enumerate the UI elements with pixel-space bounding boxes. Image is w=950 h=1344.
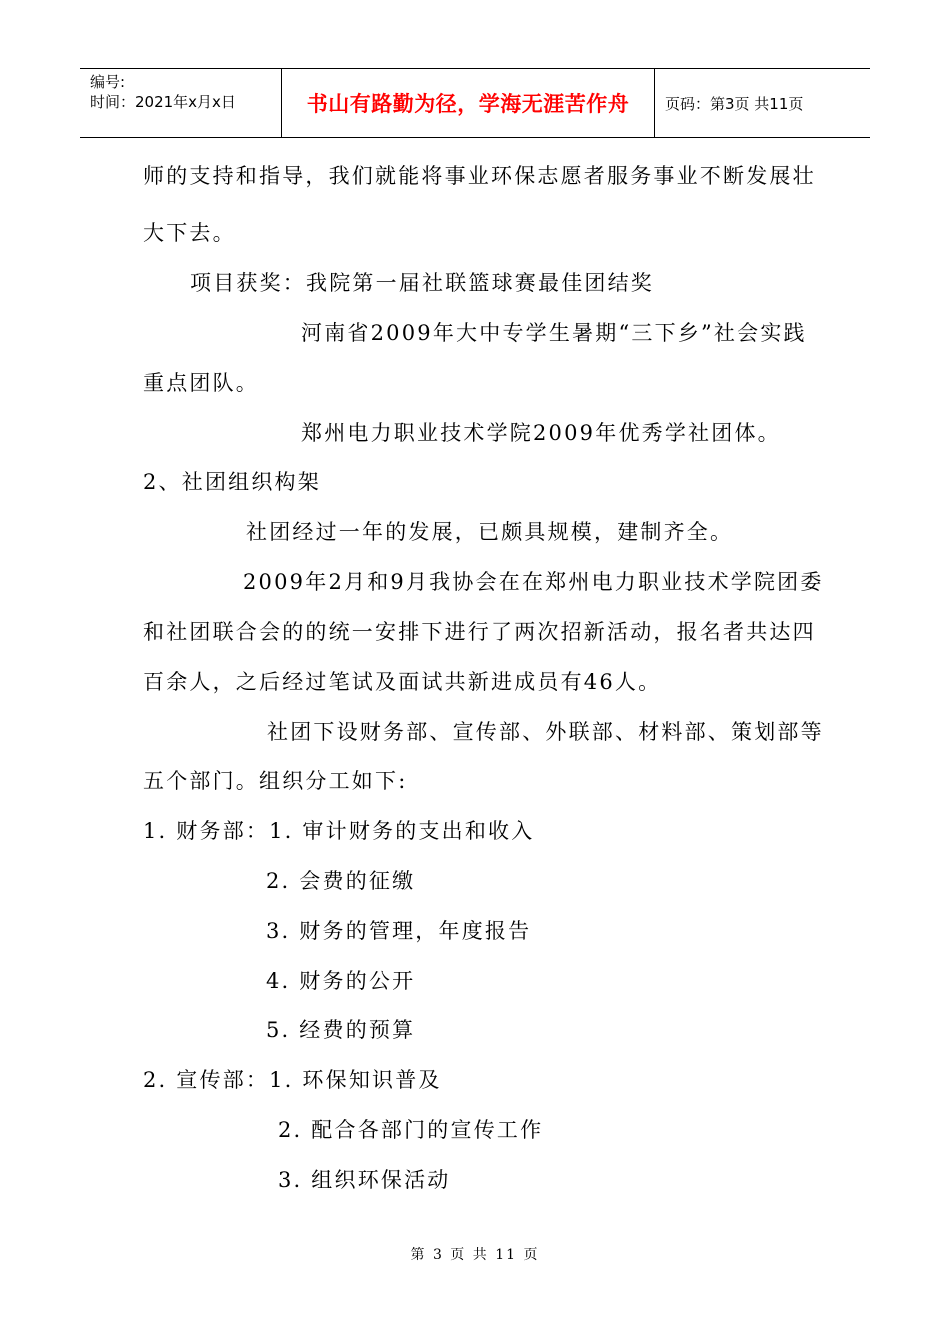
award-line: 项目获奖：我院第一届社联篮球赛最佳团结奖 xyxy=(190,271,654,295)
list-item: 4. 财务的公开 xyxy=(266,969,416,993)
list-item: 1. 财务部：1. 审计财务的支出和收入 xyxy=(143,819,535,843)
body-line: 大下去。 xyxy=(143,221,236,245)
page-header xyxy=(80,68,870,138)
document-time-label: 时间：2021年x月x日 xyxy=(90,93,236,111)
list-item: 2. 宣传部：1. 环保知识普及 xyxy=(143,1068,442,1092)
list-item: 3. 组织环保活动 xyxy=(278,1168,451,1192)
header-motto: 书山有路勤为径，学海无涯苦作舟 xyxy=(282,69,655,137)
award-line: 郑州电力职业技术学院2009年优秀学社团体。 xyxy=(301,421,781,445)
list-item: 5. 经费的预算 xyxy=(266,1018,416,1042)
page-footer: 第 3 页 共 11 页 xyxy=(410,1247,540,1263)
header-page-info: 页码：第3页 共11页 xyxy=(665,94,804,113)
body-line: 百余人，之后经过笔试及面试共新进成员有46人。 xyxy=(143,670,662,694)
section-heading: 2、社团组织构架 xyxy=(143,470,321,494)
body-line: 2009年2月和9月我协会在在郑州电力职业技术学院团委 xyxy=(243,570,824,594)
body-line: 社团下设财务部、宣传部、外联部、材料部、策划部等 xyxy=(267,720,824,744)
body-line: 五个部门。组织分工如下: xyxy=(143,769,408,793)
award-line: 河南省2009年大中专学生暑期“三下乡”社会实践 xyxy=(301,321,807,345)
list-item: 2. 配合各部门的宣传工作 xyxy=(278,1118,544,1142)
list-item: 3. 财务的管理，年度报告 xyxy=(266,919,532,943)
list-item: 2. 会费的征缴 xyxy=(266,869,416,893)
header-meta xyxy=(80,69,282,137)
document-number-label: 编号: xyxy=(90,73,126,91)
body-line: 师的支持和指导，我们就能将事业环保志愿者服务事业不断发展壮 xyxy=(143,164,816,188)
body-line: 重点团队。 xyxy=(143,371,259,395)
body-line: 社团经过一年的发展，已颇具规模，建制齐全。 xyxy=(246,520,734,544)
body-line: 和社团联合会的的统一安排下进行了两次招新活动，报名者共达四 xyxy=(143,620,816,644)
